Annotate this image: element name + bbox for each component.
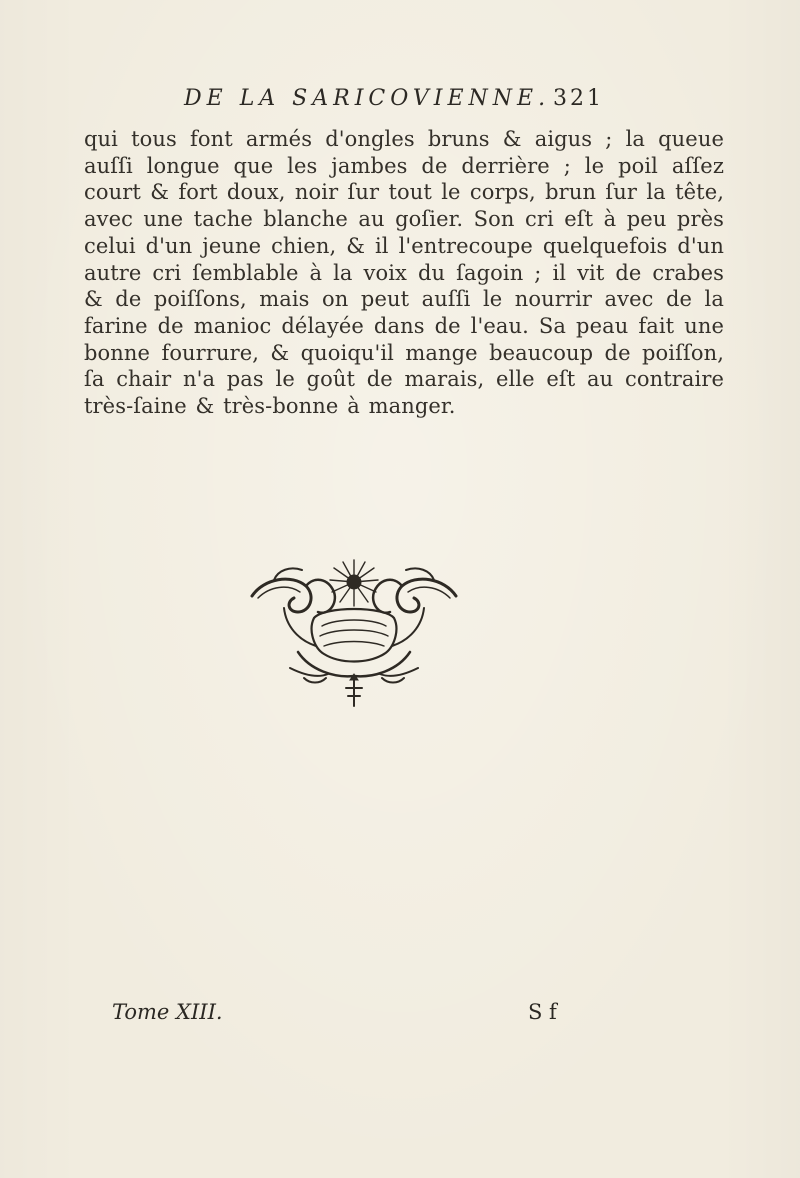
body-paragraph: qui tous font armés d'ongles bruns & aigus ; la queue auſſi longue que les jambes de derrière ; le poil aſſez court & fort doux, noir ſur tout le corps, brun ſur la tête, avec une tache blanche au goſier. Son cri eſt à peu près celui d'un jeune chien, & il l'entrecoupe quelquefois d'un autre cri ſemblable à la voix du ſagoin ; il vit de crabes & de poiſſons, mais on peut auſſi le nourrir avec de la farine de manioc délayée dans de l'eau. Sa peau fait une bonne fourrure, & quoiqu'il mange beaucoup de poiſſon, ſa chair n'a pas le goût de marais, elle eſt au contraire très-ſaine & très-bonne à manger.: [84, 127, 724, 419]
page-number: 321: [553, 86, 604, 111]
page-footer: [112, 1000, 672, 1036]
signature-mark: S f: [528, 1000, 557, 1024]
running-title: DE LA SARICOVIENNE.: [184, 86, 551, 111]
running-header: [184, 86, 604, 120]
volume-label: Tome XIII.: [112, 1000, 223, 1024]
floral-tailpiece-icon: [244, 556, 464, 711]
